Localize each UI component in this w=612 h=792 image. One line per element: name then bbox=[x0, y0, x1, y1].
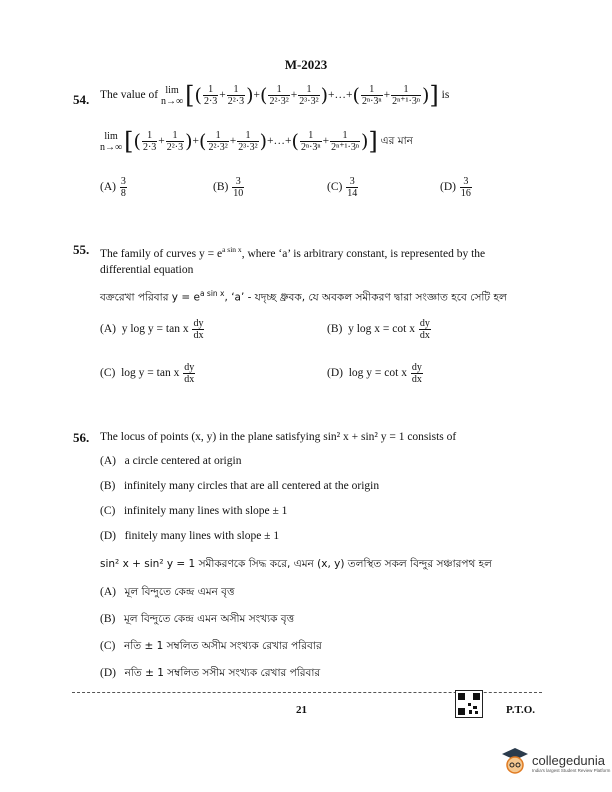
q56-option-b-bn: (B) মূল বিন্দুতে কেন্দ্র এমন অসীম সংখ্যক বৃত্ত bbox=[100, 613, 295, 625]
q54-expression-en: The value of lim n→∞ [( $\frac{1}{2\cdot 3}$ + $\frac{1}{\text{2²·3}}$ )+( $\frac{1}{\text{2²·3²}}$ + $\frac{1}{\text{2³·3²}}$ )+…+( $\frac{1}{\text{2ⁿ·3ⁿ}}$ + $\frac{1}{\text{2ⁿ⁺¹·3ⁿ}}$ )] is bbox=[100, 81, 450, 110]
q54-limit: lim n→∞ bbox=[161, 84, 184, 107]
brand-name: collegedunia bbox=[532, 753, 606, 768]
q54-option-d: (D) $\frac{3}{16}$ bbox=[440, 176, 471, 199]
q54-number: 54. bbox=[73, 92, 90, 107]
pto-label: P.T.O. bbox=[506, 704, 536, 716]
q55-option-a: (A) y log y = tan x $\frac{dy}{dx}$ bbox=[100, 318, 204, 341]
collegedunia-logo-icon bbox=[500, 746, 530, 776]
q56-option-d-bn: (D) নতি ± 1 সম্বলিত সসীম সংখ্যক রেখার পরিবার bbox=[100, 667, 321, 679]
q56-number: 56. bbox=[73, 430, 90, 445]
q55-text-en-line2: differential equation bbox=[100, 264, 194, 276]
q56-text-bn: sin² x + sin² y = 1 সমীকরণকে সিদ্ধ করে, এমন (x, y) তলস্থিত সকল বিন্দুর সঞ্চারপথ হল bbox=[100, 558, 493, 570]
q54-option-b: (B) $\frac{3}{10}$ bbox=[213, 176, 244, 199]
q56-option-c-en: (C) infinitely many lines with slope ± 1 bbox=[100, 505, 288, 517]
q55-option-c: (C) log y = tan x $\frac{dy}{dx}$ bbox=[100, 362, 195, 385]
q55-text-bn: বক্ররেখা পরিবার $y = e^{a sin x}$, ‘a’ - যদৃচ্ছ ধ্রুবক, যে অবকল সমীকরণ দ্বারা সংজ্ঞাত হবে সেটি হল bbox=[100, 289, 507, 304]
q56-option-c-bn: (C) নতি ± 1 সম্বলিত অসীম সংখ্যক রেখার পরিবার bbox=[100, 640, 322, 652]
page-number: 21 bbox=[296, 704, 307, 716]
q56-option-d-en: (D) finitely many lines with slope ± 1 bbox=[100, 530, 280, 542]
q56-option-a-bn: (A) মূল বিন্দুতে কেন্দ্র এমন বৃত্ত bbox=[100, 586, 235, 598]
q56-option-b-en: (B) infinitely many circles that are all centered at the origin bbox=[100, 480, 380, 492]
q55-option-d: (D) log y = cot x $\frac{dy}{dx}$ bbox=[327, 362, 422, 385]
qr-code-icon bbox=[455, 690, 483, 718]
page-header: M-2023 bbox=[284, 57, 328, 72]
q56-text-en: The locus of points (x, y) in the plane satisfying sin² x + sin² y = 1 consists of bbox=[100, 431, 457, 443]
q54-option-a: (A) $\frac{3}{8}$ bbox=[100, 176, 126, 199]
q54-lead: The value of bbox=[100, 89, 159, 102]
q55-option-b: (B) y log x = cot x $\frac{dy}{dx}$ bbox=[327, 318, 430, 341]
q55-number: 55. bbox=[73, 242, 90, 257]
brand-tagline: India's largest Student Review Platform bbox=[532, 768, 611, 773]
q54-expression-bn: lim n→∞ [( $\frac{1}{2\cdot 3}$ + $\frac{1}{\text{2²·3}}$ )+( $\frac{1}{\text{2²·3²}}$ + $\frac{1}{\text{2³·3²}}$ )+…+( $\frac{1}{\text{2ⁿ·3ⁿ}}$ + $\frac{1}{\text{2ⁿ⁺¹·3ⁿ}}$ )] এর মান bbox=[100, 127, 413, 156]
q56-option-a-en: (A) a circle centered at origin bbox=[100, 455, 242, 467]
q55-text-en-line1: The family of curves $y = e^{a sin x}$, where ‘a’ is arbitrary constant, is represented by the bbox=[100, 245, 486, 260]
q54-option-c: (C) $\frac{3}{14}$ bbox=[327, 176, 358, 199]
